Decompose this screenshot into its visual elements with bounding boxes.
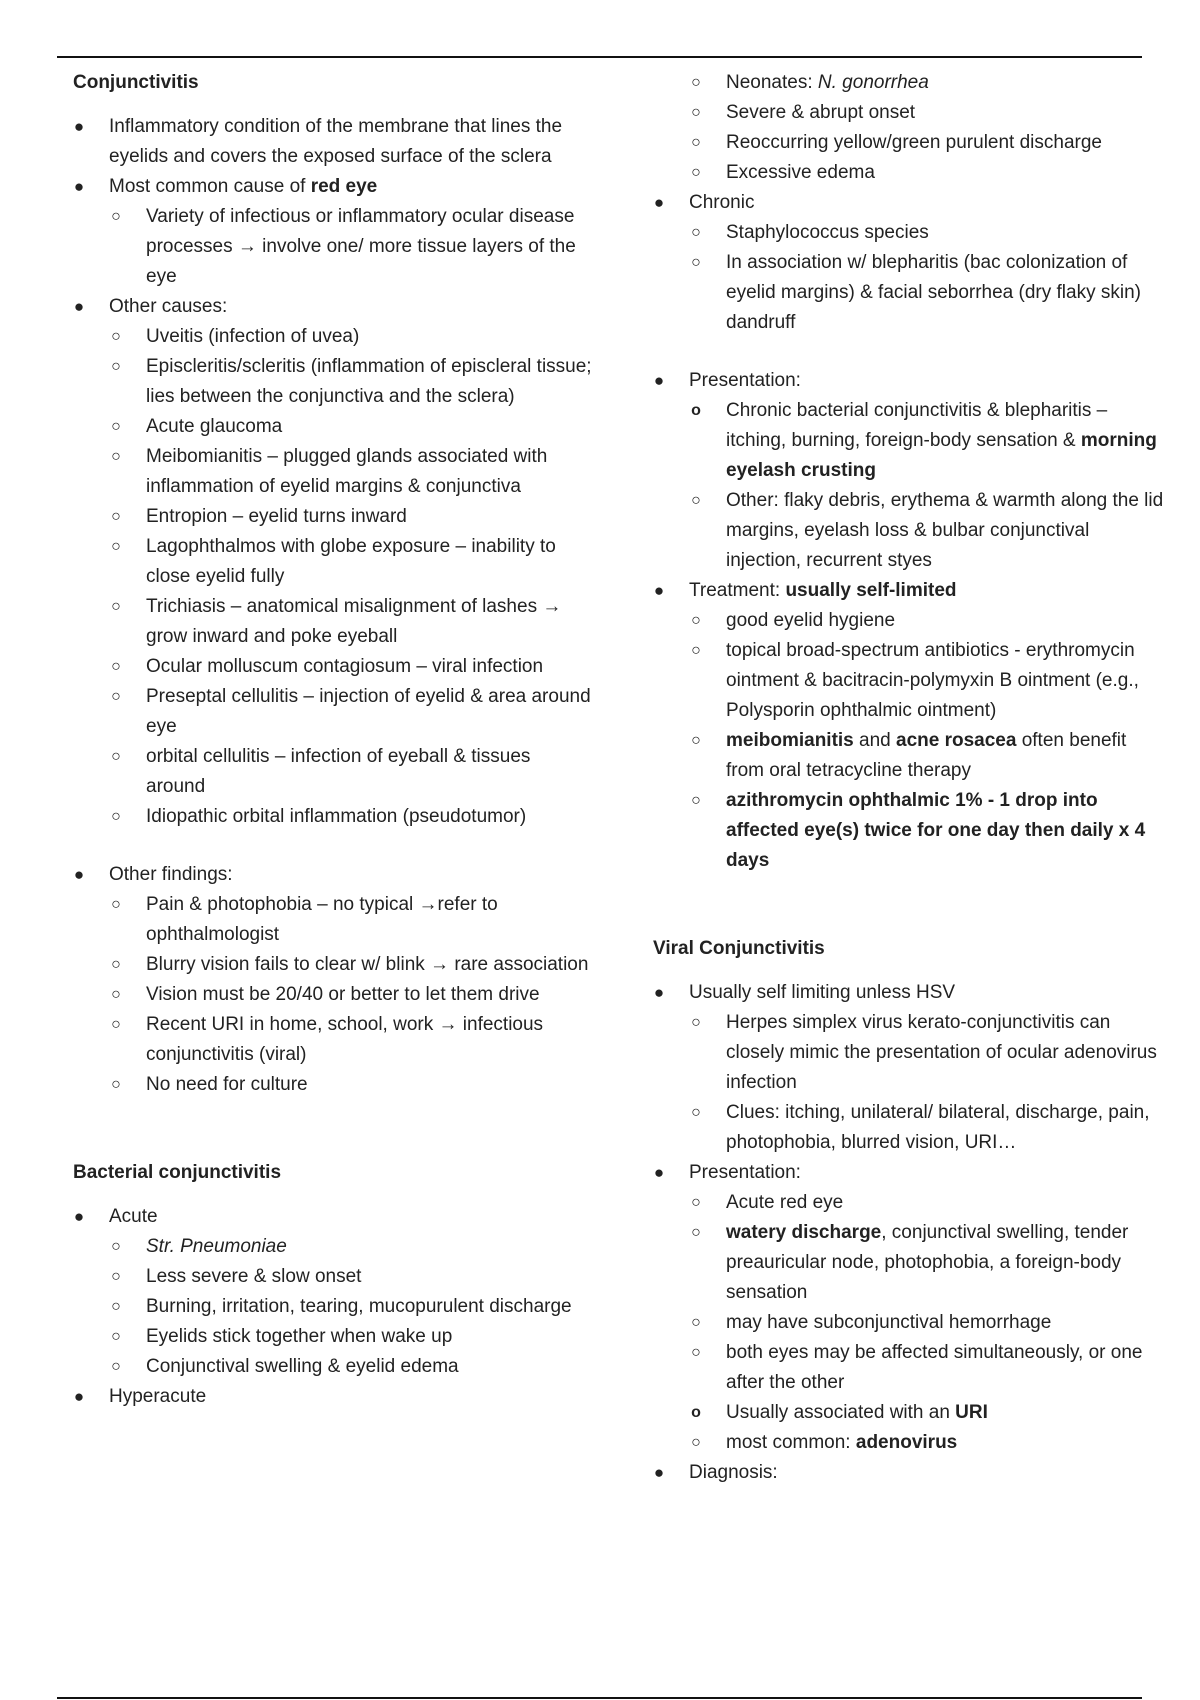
list-item: ● Inflammatory condition of the membrane that lines the eyelids and covers the exposed surface of the sclera [73,112,593,172]
list-item: ○ Conjunctival swelling & eyelid edema [73,1352,593,1382]
circle-bullet-icon: ○ [111,1298,121,1315]
list-item: ○ most common: adenovirus [653,1428,1165,1458]
circle-bullet-icon: ○ [691,1014,701,1031]
section-title-viral: Viral Conjunctivitis [653,938,825,959]
circle-bullet-icon: ○ [111,1238,121,1255]
list-item: ○ Burning, irritation, tearing, mucopurulent discharge [73,1292,593,1322]
list-item: o Chronic bacterial conjunctivitis & blepharitis – itching, burning, foreign-body sensation & morning eyelash crusting [653,396,1165,486]
list-item: ○ Less severe & slow onset [73,1262,593,1292]
circle-bullet-icon: ○ [111,358,121,375]
circle-bullet-icon: ○ [691,1194,701,1211]
presentation-treatment-list [653,366,1165,876]
circle-bullet-icon: ○ [691,732,701,749]
bacterial-list [73,1202,593,1412]
list-item: ○ Variety of infectious or inflammatory ocular disease processes → involve one/ more tissue layers of the eye [73,202,593,292]
list-item: ○ Staphylococcus species [653,218,1165,248]
list-item: ○ Preseptal cellulitis – injection of eyelid & area around eye [73,682,593,742]
left-column [73,68,593,1412]
circle-bullet-icon: ○ [111,1358,121,1375]
list-item: ○ Acute glaucoma [73,412,593,442]
list-item: ● Presentation: [653,1158,1165,1188]
list-item: ○ Recent URI in home, school, work → infectious conjunctivitis (viral) [73,1010,593,1070]
list-item: ○ orbital cellulitis – infection of eyeball & tissues around [73,742,593,802]
list-item: o Usually associated with an URI [653,1398,1165,1428]
list-item: ○ Ocular molluscum contagiosum – viral infection [73,652,593,682]
circle-bullet-icon: ○ [111,1328,121,1345]
list-item: ○ watery discharge, conjunctival swelling, tender preauricular node, photophobia, a foreign-body sensation [653,1218,1165,1308]
circle-bullet-icon: ○ [111,538,121,555]
circle-bullet-icon: ○ [691,1314,701,1331]
circle-bullet-icon: ○ [691,1224,701,1241]
list-item: ○ Herpes simplex virus kerato-conjunctivitis can closely mimic the presentation of ocular adenovirus infection [653,1008,1165,1098]
list-item: ○ Excessive edema [653,158,1165,188]
circle-bullet-icon: ○ [691,492,701,509]
bullet-icon: ● [653,983,665,1002]
list-item: ○ Str. Pneumoniae [73,1232,593,1262]
circle-bullet-icon: ○ [691,254,701,271]
circle-bullet-icon: o [691,402,701,419]
circle-bullet-icon: ○ [691,134,701,151]
circle-bullet-icon: ○ [111,448,121,465]
list-item: ○ Idiopathic orbital inflammation (pseudotumor) [73,802,593,832]
section-title-conjunctivitis: Conjunctivitis [73,72,199,93]
list-item: ○ Neonates: N. gonorrhea [653,68,1165,98]
list-item: ○ Trichiasis – anatomical misalignment of lashes → grow inward and poke eyeball [73,592,593,652]
list-item: ○ both eyes may be affected simultaneously, or one after the other [653,1338,1165,1398]
bullet-icon: ● [73,117,85,136]
list-item: ● Other findings: [73,860,593,890]
bullet-icon: ● [73,1387,85,1406]
list-item: ○ meibomianitis and acne rosacea often benefit from oral tetracycline therapy [653,726,1165,786]
circle-bullet-icon: ○ [111,1076,121,1093]
circle-bullet-icon: ○ [111,1016,121,1033]
bullet-icon: ● [73,177,85,196]
list-item: ● Treatment: usually self-limited [653,576,1165,606]
list-item: ○ Eyelids stick together when wake up [73,1322,593,1352]
circle-bullet-icon: ○ [111,598,121,615]
circle-bullet-icon: ○ [111,208,121,225]
bullet-icon: ● [653,1463,665,1482]
circle-bullet-icon: ○ [691,104,701,121]
list-item: ● Usually self limiting unless HSV [653,978,1165,1008]
conjunctivitis-list [73,112,593,832]
bullet-icon: ● [653,371,665,390]
bullet-icon: ● [73,865,85,884]
list-item: ○ Blurry vision fails to clear w/ blink → rare association [73,950,593,980]
list-item: ○ good eyelid hygiene [653,606,1165,636]
list-item: ● Other causes: [73,292,593,322]
bullet-icon: ● [653,193,665,212]
circle-bullet-icon: ○ [691,612,701,629]
circle-bullet-icon: ○ [691,1434,701,1451]
list-item: ○ topical broad-spectrum antibiotics - erythromycin ointment & bacitracin-polymyxin B ointment (e.g., Polysporin ophthalmic ointment) [653,636,1165,726]
list-item: ○ In association w/ blepharitis (bac colonization of eyelid margins) & facial seborrhea (dry flaky skin) dandruff [653,248,1165,338]
list-item: ○ Uveitis (infection of uvea) [73,322,593,352]
list-item: ○ Reoccurring yellow/green purulent discharge [653,128,1165,158]
list-item: ● Diagnosis: [653,1458,1165,1488]
circle-bullet-icon: ○ [691,74,701,91]
list-item: ○ Entropion – eyelid turns inward [73,502,593,532]
circle-bullet-icon: ○ [111,808,121,825]
circle-bullet-icon: ○ [111,1268,121,1285]
right-column [653,68,1165,1488]
list-item: ○ may have subconjunctival hemorrhage [653,1308,1165,1338]
bottom-rule [57,1697,1142,1699]
list-item: ○ Episcleritis/scleritis (inflammation of episcleral tissue; lies between the conjunctiva and the sclera) [73,352,593,412]
bullet-icon: ● [73,297,85,316]
circle-bullet-icon: ○ [111,748,121,765]
circle-bullet-icon: ○ [111,688,121,705]
circle-bullet-icon: ○ [111,658,121,675]
list-item: ○ Other: flaky debris, erythema & warmth along the lid margins, eyelash loss & bulbar conjunctival injection, recurrent styes [653,486,1165,576]
list-item: ○ Clues: itching, unilateral/ bilateral, discharge, pain, photophobia, blurred vision, URI… [653,1098,1165,1158]
list-item: ○ Meibomianitis – plugged glands associated with inflammation of eyelid margins & conjunctiva [73,442,593,502]
list-item: ○ Severe & abrupt onset [653,98,1165,128]
list-item: ○ Acute red eye [653,1188,1165,1218]
circle-bullet-icon: ○ [111,328,121,345]
list-item: ○ Lagophthalmos with globe exposure – inability to close eyelid fully [73,532,593,592]
circle-bullet-icon: ○ [691,792,701,809]
list-item: ○ azithromycin ophthalmic 1% - 1 drop into affected eye(s) twice for one day then daily x 4 days [653,786,1165,876]
bullet-icon: ● [73,1207,85,1226]
circle-bullet-icon: ○ [111,508,121,525]
section-title-bacterial: Bacterial conjunctivitis [73,1162,282,1183]
circle-bullet-icon: ○ [111,896,121,913]
circle-bullet-icon: ○ [691,164,701,181]
circle-bullet-icon: ○ [691,224,701,241]
list-item: ● Acute [73,1202,593,1232]
circle-bullet-icon: ○ [111,418,121,435]
other-findings-list [73,860,593,1100]
circle-bullet-icon: o [691,1404,701,1421]
circle-bullet-icon: ○ [691,1344,701,1361]
list-item: ● Hyperacute [73,1382,593,1412]
list-item: ○ No need for culture [73,1070,593,1100]
list-item: ● Presentation: [653,366,1165,396]
circle-bullet-icon: ○ [111,986,121,1003]
list-item: ○ Vision must be 20/40 or better to let them drive [73,980,593,1010]
circle-bullet-icon: ○ [691,642,701,659]
bullet-icon: ● [653,1163,665,1182]
viral-list [653,978,1165,1488]
circle-bullet-icon: ○ [691,1104,701,1121]
bullet-icon: ● [653,581,665,600]
list-item: ● Most common cause of red eye [73,172,593,202]
list-item: ○ Pain & photophobia – no typical →refer to ophthalmologist [73,890,593,950]
hyperacute-list [653,68,1165,338]
list-item: ● Chronic [653,188,1165,218]
top-rule [57,56,1142,58]
circle-bullet-icon: ○ [111,956,121,973]
